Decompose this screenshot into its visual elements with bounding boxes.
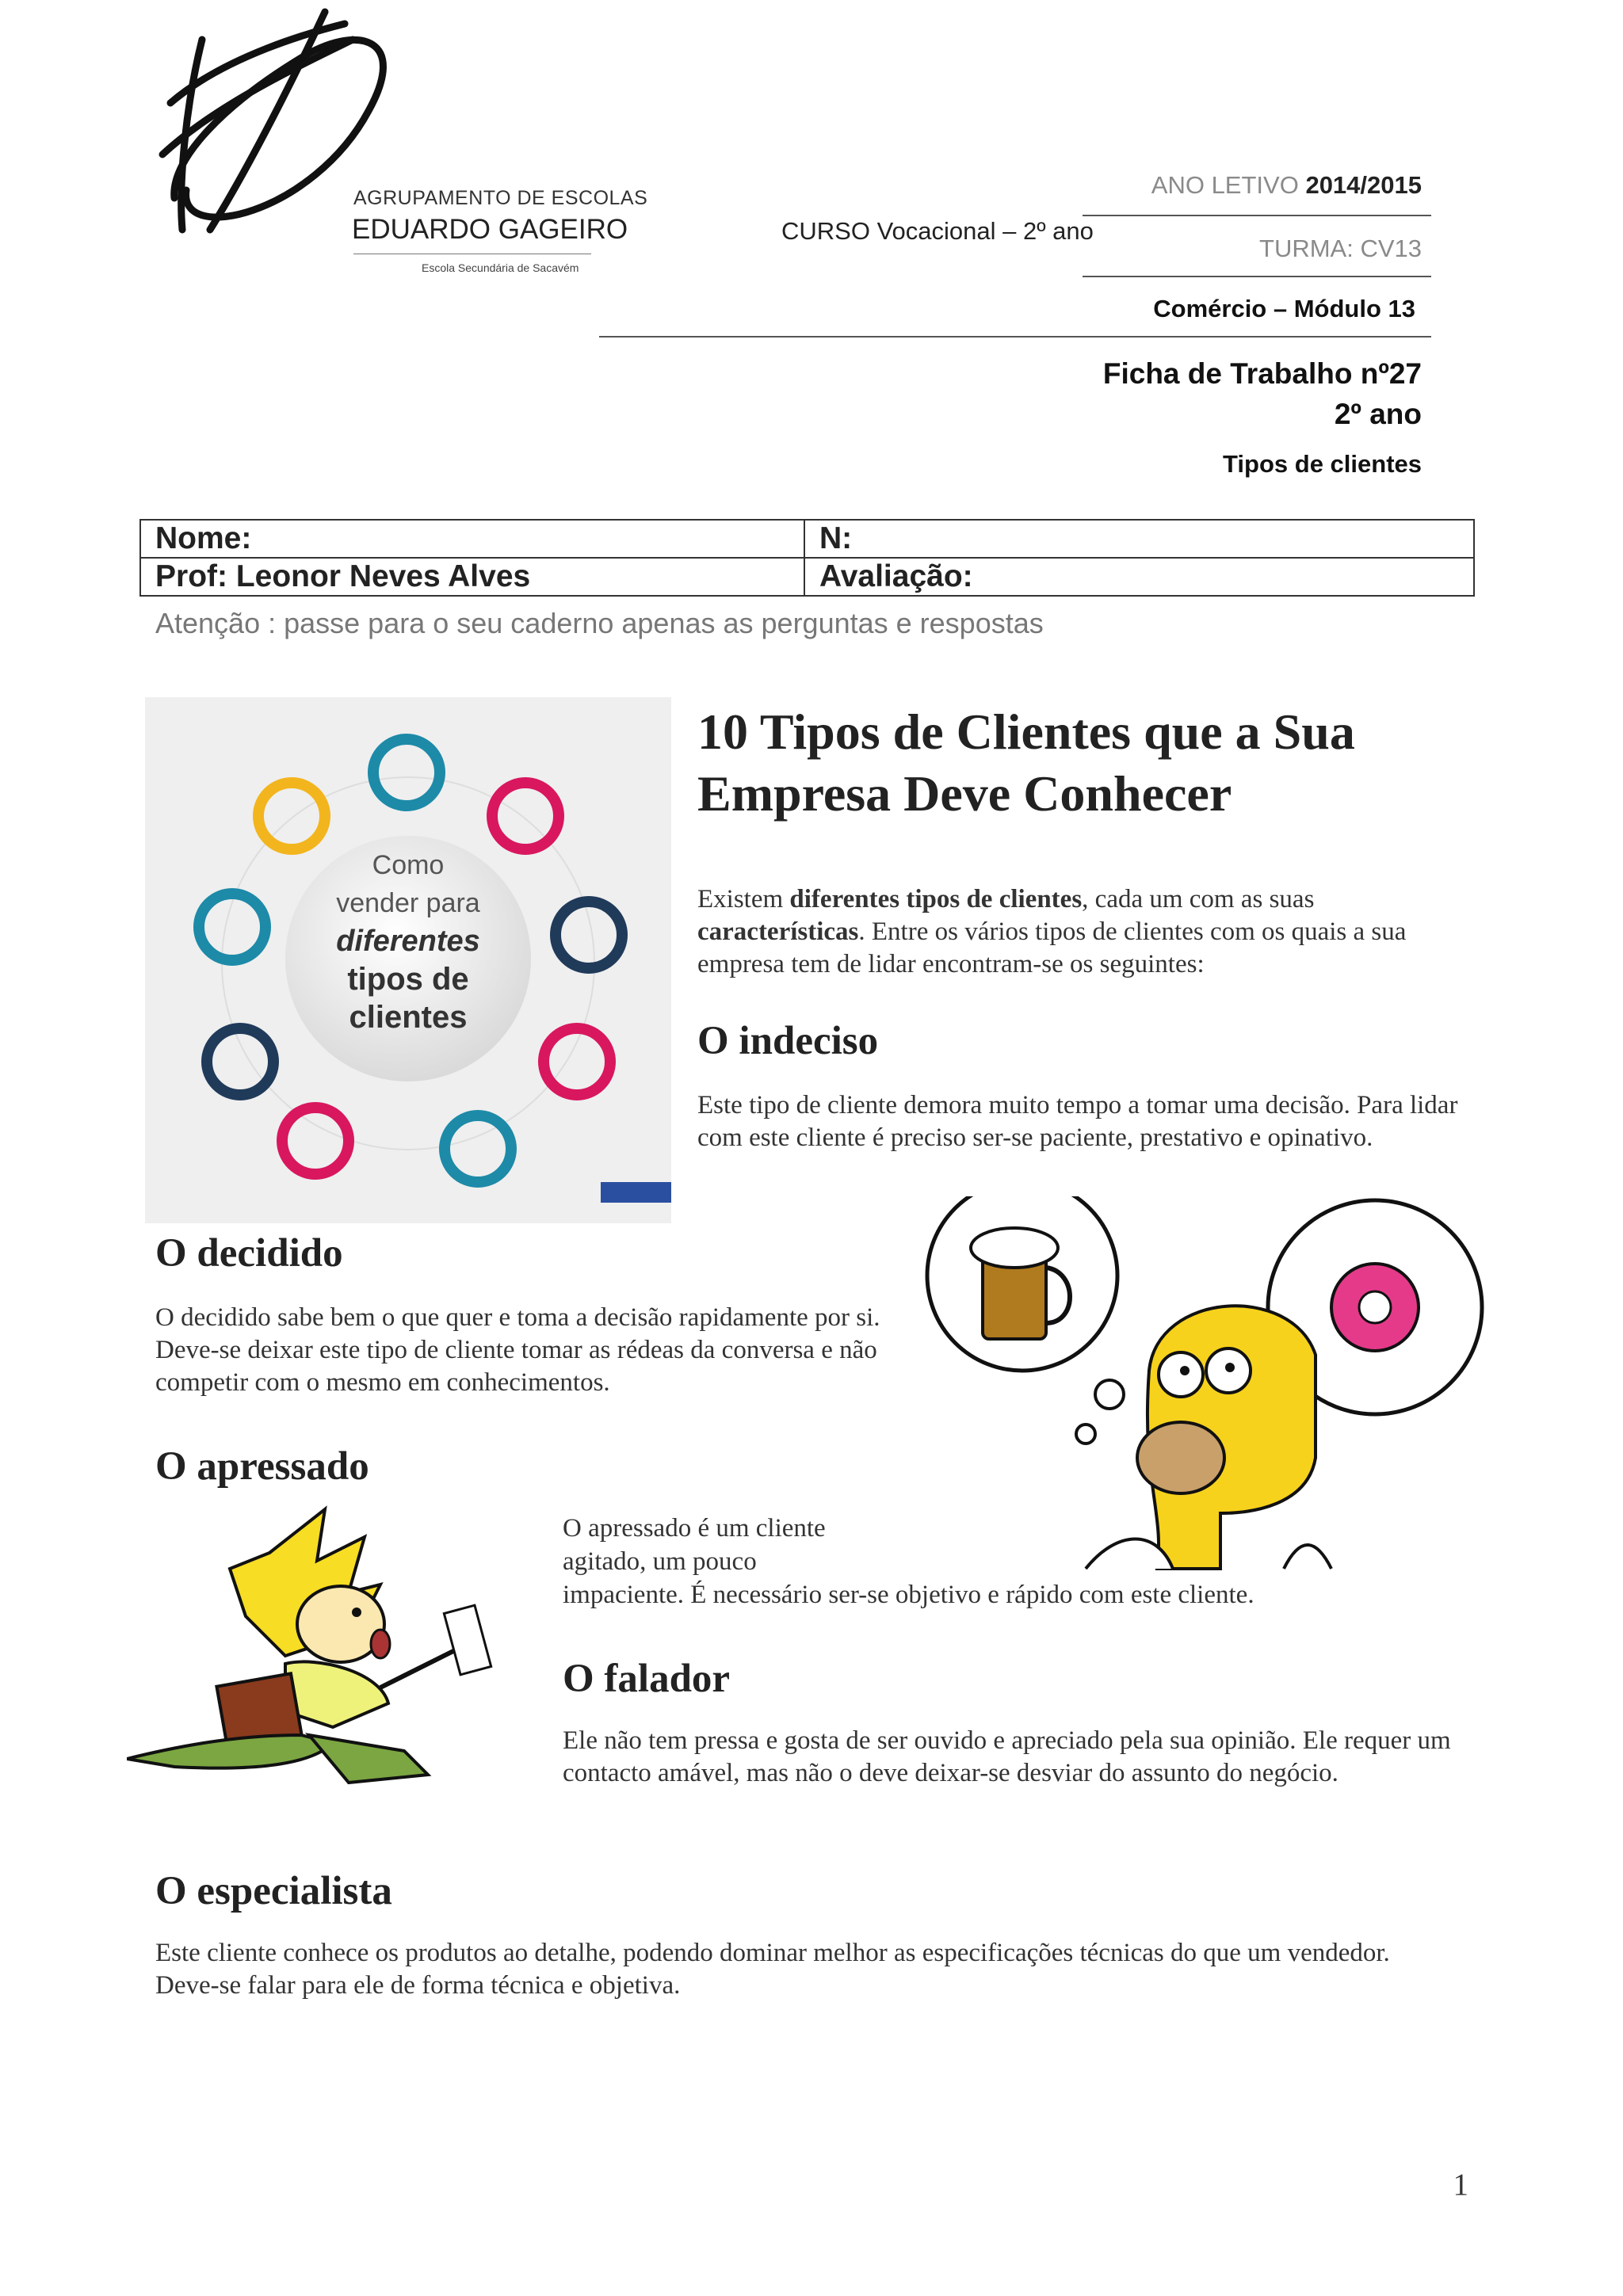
- section-text-especialista: Este cliente conhece os produtos ao detalhe, podendo dominar melhor as especificações técnicas do que um vendedor. Deve-se falar para ele de forma técnica e objetiva.: [155, 1939, 1390, 2000]
- section-heading-indeciso: O indeciso: [697, 1019, 879, 1063]
- name-field[interactable]: Nome:: [140, 520, 804, 558]
- evaluation-field[interactable]: Avaliação:: [804, 558, 1474, 596]
- divider: [1083, 215, 1431, 216]
- circle-text-line5: clientes: [349, 1000, 468, 1035]
- article-intro: Existem diferentes tipos de clientes, cada um com as suas características. Entre os vários tipos de clientes com os quais a sua empresa tem de lidar encontram-se os seguintes:: [697, 885, 1407, 978]
- school-group-label: AGRUPAMENTO DE ESCOLAS: [353, 187, 648, 209]
- page-number: 1: [1453, 2168, 1468, 2202]
- school-name: EDUARDO GAGEIRO: [352, 214, 628, 245]
- section-heading-falador: O falador: [563, 1657, 731, 1701]
- section-text-apressado: O apressado é um cliente agitado, um pouco impaciente. É necessário ser-se objetivo e rápido com este cliente.: [563, 1514, 1254, 1609]
- circle-text-line2: vender para: [336, 888, 480, 918]
- section-text-decidido: O decidido sabe bem o que quer e toma a decisão rapidamente por si. Deve-se deixar este tipo de cliente tomar as rédeas da conversa e não competir com o mesmo em conhecimentos.: [155, 1303, 880, 1397]
- attention-note: Atenção : passe para o seu caderno apenas as perguntas e respostas: [155, 607, 1044, 639]
- teacher-field: Prof: Leonor Neves Alves: [140, 558, 804, 596]
- article-title: 10 Tipos de Clientes que a Sua Empresa Deve Conhecer: [697, 704, 1355, 822]
- divider: [599, 336, 1431, 338]
- hurried-client-illustration: [127, 1505, 539, 1806]
- school-logo-signature: [155, 8, 416, 246]
- module-label: Comércio – Módulo 13: [1153, 295, 1415, 322]
- course-label: CURSO Vocacional – 2º ano: [781, 217, 1094, 245]
- school-subname: Escola Secundária de Sacavém: [422, 261, 579, 274]
- divider: [1083, 276, 1431, 277]
- worksheet-title: Ficha de Trabalho nº27 2º ano: [1102, 357, 1422, 430]
- section-heading-especialista: O especialista: [155, 1869, 392, 1913]
- class-label: TURMA: CV13: [1259, 235, 1422, 262]
- circle-text-line1: Como: [372, 850, 445, 880]
- section-text-indeciso: Este tipo de cliente demora muito tempo a tomar uma decisão. Para lidar com este cliente é preciso ser-se paciente, prestativo e opinativo.: [697, 1091, 1458, 1152]
- section-heading-apressado: O apressado: [155, 1444, 369, 1489]
- school-year: ANO LETIVO 2014/2015: [1151, 171, 1422, 199]
- worksheet-subject: Tipos de clientes: [1223, 450, 1422, 478]
- student-info-table: [139, 519, 1475, 597]
- circle-text-line3: diferentes: [336, 925, 480, 958]
- number-field[interactable]: N:: [804, 520, 1474, 558]
- section-heading-decidido: O decidido: [155, 1231, 343, 1276]
- client-types-illustration: [145, 697, 671, 1223]
- circle-text-line4: tipos de: [347, 962, 469, 997]
- section-text-falador: Ele não tem pressa e gosta de ser ouvido e apreciado pela sua opinião. Ele requer um contacto amável, mas não o deve deixar-se desviar do assunto do negócio.: [563, 1726, 1451, 1787]
